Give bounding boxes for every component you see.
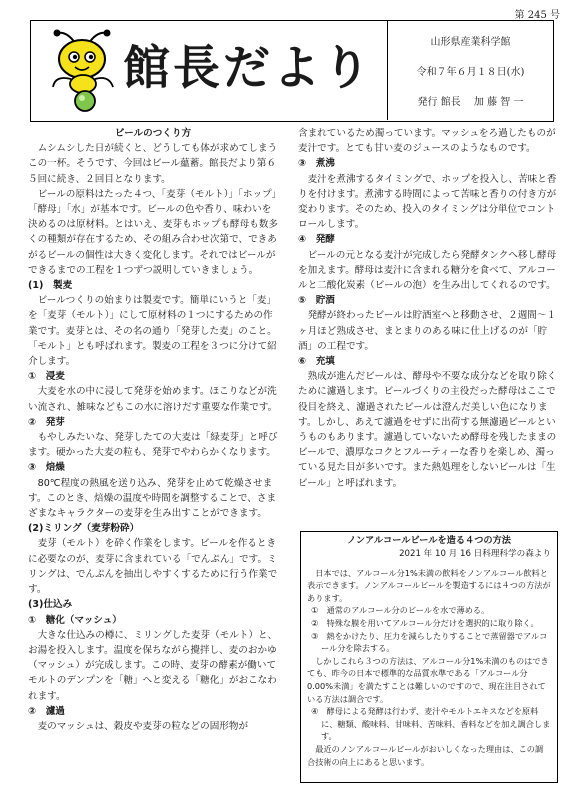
left-column [28, 126, 278, 734]
right-column [298, 126, 558, 491]
section-text: 麦芽（モルト）を砕く作業をします。ビールを作るときに必要なのが、麦芽に含まれている「でんぷん」です。ミリングは、でんぷんを抽出しやすくするために行う作業です。 [28, 538, 278, 596]
section-text: ビールの元となる麦汁が完成したら発酵タンクへ移し酵母を加えます。酵母は麦汁に含まれる糖分を食べて、アルコールと二酸化炭素（ビールの泡）を生み出してくれるのです。 [298, 249, 557, 292]
section-heading: ① 糖化（マッシュ） [28, 614, 122, 626]
issue-number: 第 245 号 [514, 10, 560, 21]
method-item: ③ 熱をかけたり、圧力を減らしたりすることで蒸留器でアルコール分を除去する。 [311, 630, 548, 654]
section-heading: (2)ミリング（麦芽粉砕） [28, 523, 140, 535]
section-heading: ③ 焙燥 [28, 462, 65, 474]
logo-box [31, 21, 388, 120]
section-heading: (1) 製麦 [28, 280, 73, 292]
box-source: 2021 年 10 月 16 日科理科学の森より [399, 549, 551, 559]
box-closing-text: 最近のノンアルコールビールがおいしくなった理由は、この調合技術の向上にあると思います。 [307, 743, 544, 767]
non-alcohol-beer-box [300, 531, 558, 783]
publisher-line: 発行 館長 加 藤 智 一 [417, 97, 524, 108]
section-heading: ② 発芽 [28, 416, 65, 428]
section-text: ビールつくりの始まりは製麦です。簡単にいうと「麦」を「麦芽（モルト）」にして原材料の１つにするための作業です。麦芽とは、その名の通り「発芽した麦」のこと。「モルト」とも呼ばれます。製麦の工程を３つに分けて紹介します。 [28, 295, 277, 368]
publication-info [388, 21, 553, 120]
box-title: ノンアルコールビールを造る４つの方法 [347, 535, 511, 546]
section-text: 大きな仕込みの樽に、ミリングした麦芽（モルト）と、お湯を投入します。温度を保ちながら攪拌し、麦のおかゆ（マッシュ）が完成します。この時、麦芽の酵素が働いてモルトのデンプンを「糖」へと変える「糖化」がおこなわれます。 [28, 629, 278, 702]
section-heading: ① 浸麦 [28, 371, 65, 383]
section-heading: ⑥ 充填 [298, 356, 335, 368]
section-text: もやしみたいな、発芽したての大麦は「緑麦芽」と呼びます。硬かった大麦の粒も、発芽でやわらかくなります。 [28, 432, 278, 459]
section-text: 熟成が進んだビールは、酵母や不要な成分などを取り除くために濾過します。ビールづくりの主役だった酵母はここで役目を終え、濾過されたビールは澄んだ美しい色になります。しかし、あえて濾過をせずに出荷する無濾過ビールというものもあります。濾過していないため酵母を残したままのビールで、濃厚なコクとフルーティーな香りを楽しめ、濁っている見た目が多いです。また熱処理をしないビールは「生ビール」と呼ばれます。 [298, 371, 557, 489]
publication-date: 令和７年６月１８日(水) [416, 67, 525, 78]
method-item: ② 特殊な膜を用いてアルコール分だけを選択的に取り除く。 [311, 617, 539, 628]
intro-paragraph: ムシムシした日が続くと、どうしても体が求めてしまうこの一杯。そうです、今回はビール蘊蓄。館長だより第６５回に続き、２回目となります。 [28, 143, 278, 185]
firefly-mascot-icon [45, 29, 123, 113]
section-text: 80℃程度の熱風を送り込み、発芽を止めて乾燥させます。このとき、焙燥の温度や時間を調整することで、さまざまなキャラクターの麦芽を生み出すことができます。 [28, 477, 277, 520]
section-text: 麦汁を煮沸するタイミングで、ホップを投入し、苦味と香りを付けます。煮沸する時間によって苦味と香りの付き方が変わります。そのため、投入のタイミングは分単位でコントロールします。 [298, 173, 557, 231]
section-heading: ⑤ 貯酒 [298, 295, 335, 307]
organization-name: 山形県産業科学館 [430, 37, 511, 48]
section-text: 含まれているため濁っています。マッシュをろ過したものが麦汁です。とても甘い麦のジュースのようなものです。 [298, 128, 556, 155]
section-heading: ③ 煮沸 [298, 158, 335, 170]
box-middle-text: しかしこれら３つの方法は、アルコール分1%未満のものはできても、昨今の日本で標準的な品質水準である「アルコール分0.00%未満」を満たすことは難しいのですので、現在注目されている方法は調合です。 [307, 655, 549, 704]
intro-paragraph: ビールの原料はたった４つ、「麦芽（モルト）」「ホップ」「酵母」「水」が基本です。ビールの色や香り、味わいを決めるのは原材料。とはいえ、麦芽もホップも酵母も数多くの種類が存在するため、その組み合わせ次第で、できあがるビールの個性は大きく変化します。それではビールができるまでの工程を１つずつ説明していきましょう。 [28, 188, 279, 276]
newsletter-title: 館長だより [123, 41, 373, 96]
section-heading: ② 濾過 [28, 705, 65, 717]
section-text: 麦のマッシュは、穀皮や麦芽の粒などの固形物が [37, 720, 249, 732]
section-text: 大麦を水の中に浸して発芽を始めます。ほこりなどが洗い流され、雑味などもこの水に溶けだす重要な作業です。 [28, 386, 278, 413]
section-text: 発酵が終わったビールは貯酒室へと移動させ、２週間～１ヶ月ほど熟成させ、まとまりのある味に仕上げるのが「貯酒」の工程です。 [298, 310, 557, 352]
method-item: ④ 酵母による発酵は行わず、麦汁やモルトエキスなどを原料に、糖類、酸味料、甘味料、苦味料、香料などを加え調合します。 [311, 706, 551, 742]
article-title: ビールのつくり方 [114, 128, 192, 139]
method-item: ① 通常のアルコール分のビールを水で薄める。 [311, 605, 490, 616]
section-heading: ④ 発酵 [298, 234, 335, 246]
box-intro: 日本では、アルコール分1%未満の飲料をノンアルコール飲料と表示できます。ノンアルコールビールを製造するには４つの方法があります。 [307, 567, 551, 603]
section-heading: (3)仕込み [28, 599, 73, 611]
newsletter-header [30, 20, 554, 122]
